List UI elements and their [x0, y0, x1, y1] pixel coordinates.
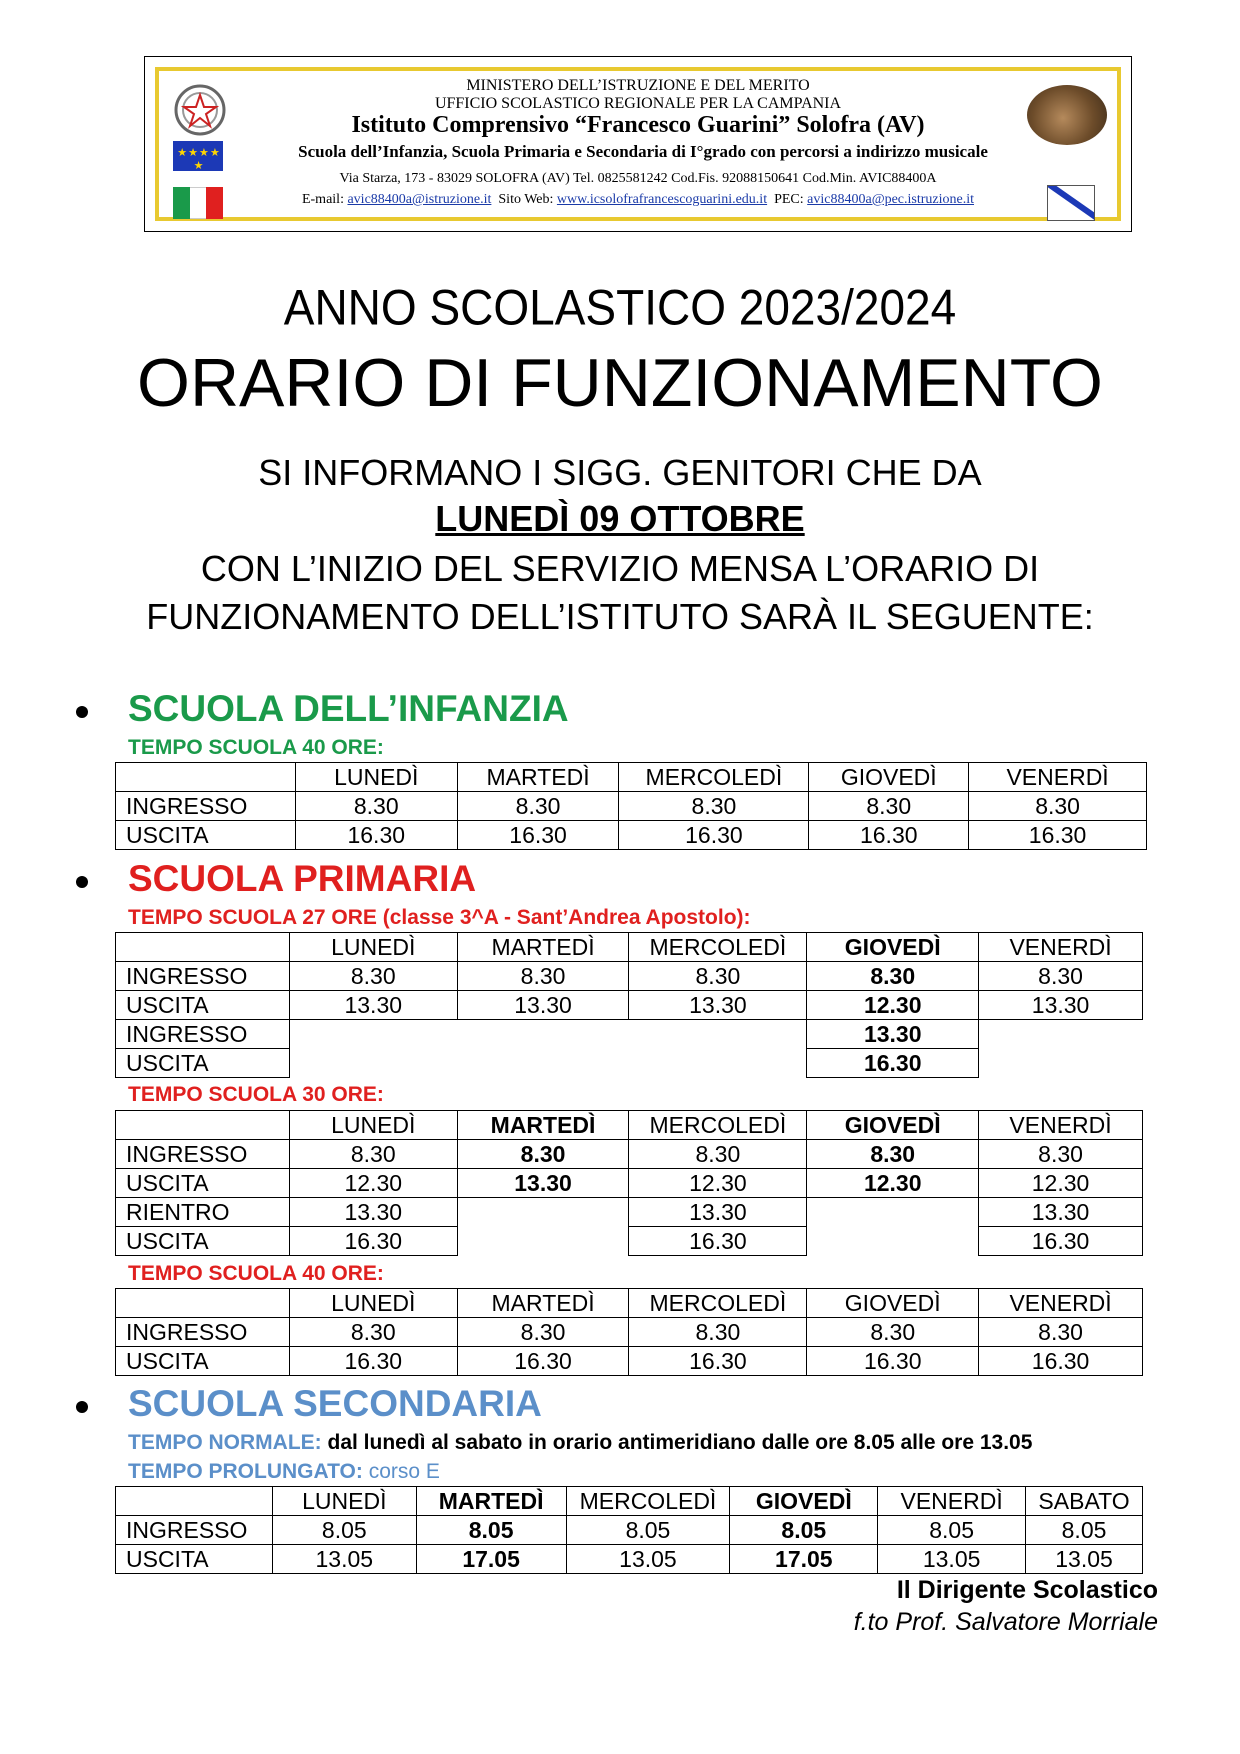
time-cell: 8.30 [629, 1140, 807, 1169]
intro-line-3: CON L’INIZIO DEL SERVIZIO MENSA L’ORARIO DI [200, 548, 1040, 589]
table-row [116, 1020, 1143, 1049]
time-cell: 16.30 [289, 1347, 457, 1376]
time-cell: 8.30 [289, 1318, 457, 1347]
time-cell: 8.05 [416, 1516, 566, 1545]
day-header: MERCOLEDÌ [629, 1111, 807, 1140]
row-label: INGRESSO [116, 1516, 273, 1545]
table-header-row [116, 1289, 1143, 1318]
day-header: LUNEDÌ [272, 1487, 416, 1516]
table-row [116, 1545, 1143, 1574]
empty-cell [116, 1289, 290, 1318]
empty-cell [289, 1020, 806, 1049]
time-cell: 17.05 [730, 1545, 878, 1574]
day-header: VENERDÌ [969, 763, 1147, 792]
secondaria-table [115, 1486, 1143, 1574]
time-cell: 16.30 [295, 821, 457, 850]
email-label: E-mail: [301, 192, 344, 207]
signature-name: f.to Prof. Salvatore Morriale [853, 1608, 1158, 1636]
time-cell: 8.30 [807, 962, 979, 991]
time-cell: 12.30 [807, 991, 979, 1020]
time-cell: 8.30 [457, 1140, 629, 1169]
empty-cell [979, 1020, 1143, 1049]
ministry-name: MINISTERO DELL’ISTRUZIONE E DEL MERITO [466, 77, 810, 94]
empty-cell [116, 763, 296, 792]
time-cell: 16.30 [289, 1227, 457, 1256]
day-header: GIOVEDÌ [807, 1111, 979, 1140]
time-cell: 13.05 [878, 1545, 1026, 1574]
time-cell: 13.30 [629, 991, 807, 1020]
table-row [116, 1198, 1143, 1227]
time-cell: 8.30 [979, 962, 1143, 991]
letterhead [144, 56, 1132, 232]
time-cell: 16.30 [979, 1347, 1143, 1376]
school-address: Via Starza, 173 - 83029 SOLOFRA (AV) Tel. 0825581242 Cod.Fis. 92088150641 Cod.Min. AVIC88400A [339, 171, 937, 186]
row-label: RIENTRO [116, 1198, 290, 1227]
primaria-27-table [115, 932, 1143, 1078]
tempo-prolungato-text: corso E [362, 1460, 440, 1483]
table-row [116, 1318, 1143, 1347]
day-header: MARTEDÌ [457, 933, 629, 962]
time-cell: 8.05 [272, 1516, 416, 1545]
time-cell: 13.30 [289, 991, 457, 1020]
time-cell: 13.30 [979, 1198, 1143, 1227]
time-cell: 13.30 [457, 991, 629, 1020]
time-cell: 12.30 [629, 1169, 807, 1198]
day-header: GIOVEDÌ [809, 763, 969, 792]
letterhead-frame [155, 67, 1121, 221]
time-cell: 13.30 [289, 1198, 457, 1227]
intro-line-1: SI INFORMANO I SIGG. GENITORI CHE DA [258, 452, 982, 493]
time-cell: 8.05 [878, 1516, 1026, 1545]
regional-office: UFFICIO SCOLASTICO REGIONALE PER LA CAMPANIA [434, 95, 842, 112]
pec-link[interactable]: avic88400a@pec.istruzione.it [807, 192, 975, 207]
bullet-icon [76, 876, 88, 888]
bullet-icon [76, 706, 88, 718]
primaria-tempo-30: TEMPO SCUOLA 30 ORE: [128, 1083, 384, 1106]
table-row [116, 1140, 1143, 1169]
row-label: INGRESSO [116, 962, 290, 991]
email-link[interactable]: avic88400a@istruzione.it [347, 192, 492, 207]
secondaria-title: SCUOLA SECONDARIA [128, 1383, 542, 1424]
time-cell: 8.30 [979, 1140, 1143, 1169]
time-cell: 8.30 [629, 1318, 807, 1347]
time-cell: 8.30 [969, 792, 1147, 821]
time-cell: 16.30 [619, 821, 809, 850]
infanzia-title: SCUOLA DELL’INFANZIA [128, 688, 569, 729]
row-label: INGRESSO [116, 1318, 290, 1347]
table-row [116, 962, 1143, 991]
day-header: VENERDÌ [979, 933, 1143, 962]
row-label: USCITA [116, 1347, 290, 1376]
infanzia-table [115, 762, 1147, 850]
day-header: VENERDÌ [878, 1487, 1026, 1516]
table-row [116, 1049, 1143, 1078]
time-cell: 16.30 [807, 1049, 979, 1078]
time-cell: 12.30 [979, 1169, 1143, 1198]
row-label: INGRESSO [116, 1140, 290, 1169]
primaria-tempo-40: TEMPO SCUOLA 40 ORE: [128, 1262, 384, 1285]
time-cell: 13.05 [1026, 1545, 1143, 1574]
time-cell: 13.05 [272, 1545, 416, 1574]
school-year-title: ANNO SCOLASTICO 2023/2024 [283, 278, 957, 336]
row-label: USCITA [116, 821, 296, 850]
time-cell: 13.30 [979, 991, 1143, 1020]
time-cell: 8.30 [289, 962, 457, 991]
day-header: MERCOLEDÌ [629, 1289, 807, 1318]
web-label: Sito Web: [498, 192, 554, 207]
time-cell: 13.30 [629, 1198, 807, 1227]
time-cell: 8.30 [457, 1318, 629, 1347]
time-cell: 8.30 [979, 1318, 1143, 1347]
empty-cell [979, 1049, 1143, 1078]
time-cell: 13.30 [807, 1020, 979, 1049]
time-cell: 16.30 [809, 821, 969, 850]
day-header: VENERDÌ [979, 1289, 1143, 1318]
time-cell: 8.30 [807, 1318, 979, 1347]
table-row [116, 1516, 1143, 1545]
table-header-row [116, 933, 1143, 962]
secondaria-tempo-normale [128, 1431, 1032, 1455]
tempo-normale-label: TEMPO NORMALE: [128, 1431, 322, 1454]
table-header-row [116, 1487, 1143, 1516]
empty-cell [116, 1487, 273, 1516]
row-label: USCITA [116, 1049, 290, 1078]
primaria-title: SCUOLA PRIMARIA [128, 858, 477, 899]
signature-role: Il Dirigente Scolastico [896, 1576, 1158, 1604]
table-row [116, 991, 1143, 1020]
time-cell: 12.30 [289, 1169, 457, 1198]
time-cell: 8.05 [566, 1516, 730, 1545]
time-cell: 16.30 [457, 821, 619, 850]
empty-cell [807, 1198, 979, 1227]
row-label: INGRESSO [116, 792, 296, 821]
table-row [116, 1227, 1143, 1256]
day-header: MERCOLEDÌ [566, 1487, 730, 1516]
row-label: USCITA [116, 1227, 290, 1256]
time-cell: 8.30 [457, 962, 629, 991]
day-header: GIOVEDÌ [730, 1487, 878, 1516]
time-cell: 13.30 [457, 1169, 629, 1198]
table-row [116, 1169, 1143, 1198]
day-header: LUNEDÌ [295, 763, 457, 792]
time-cell: 16.30 [457, 1347, 629, 1376]
table-header-row [116, 763, 1147, 792]
time-cell: 8.30 [289, 1140, 457, 1169]
empty-cell [116, 1111, 290, 1140]
secondaria-tempo-prolungato [128, 1460, 440, 1484]
table-row [116, 792, 1147, 821]
table-header-row [116, 1111, 1143, 1140]
time-cell: 16.30 [979, 1227, 1143, 1256]
time-cell: 8.30 [809, 792, 969, 821]
school-description: Scuola dell’Infanzia, Scuola Primaria e Secondaria di I°grado con percorsi a indirizzo musicale [298, 142, 988, 161]
time-cell: 12.30 [807, 1169, 979, 1198]
time-cell: 16.30 [629, 1227, 807, 1256]
pec-label: PEC: [774, 192, 804, 207]
time-cell: 8.30 [807, 1140, 979, 1169]
day-header: LUNEDÌ [289, 1111, 457, 1140]
empty-cell [457, 1227, 629, 1256]
intro-line-4: FUNZIONAMENTO DELL’ISTITUTO SARÀ IL SEGUENTE: [146, 596, 1094, 637]
tempo-prolungato-label: TEMPO PROLUNGATO: [128, 1460, 363, 1483]
day-header: LUNEDÌ [289, 933, 457, 962]
primaria-tempo-27: TEMPO SCUOLA 27 ORE (classe 3^A - Sant’Andrea Apostolo): [128, 906, 751, 929]
time-cell: 16.30 [969, 821, 1147, 850]
bullet-icon [76, 1401, 88, 1413]
day-header: MARTEDÌ [416, 1487, 566, 1516]
row-label: INGRESSO [116, 1020, 290, 1049]
time-cell: 8.30 [629, 962, 807, 991]
day-header: MARTEDÌ [457, 1111, 629, 1140]
primaria-40-table [115, 1288, 1143, 1376]
empty-cell [457, 1198, 629, 1227]
time-cell: 16.30 [807, 1347, 979, 1376]
infanzia-tempo: TEMPO SCUOLA 40 ORE: [128, 736, 384, 759]
table-row [116, 821, 1147, 850]
row-label: USCITA [116, 1169, 290, 1198]
row-label: USCITA [116, 991, 290, 1020]
school-contacts [159, 192, 1117, 208]
empty-cell [289, 1049, 806, 1078]
website-link[interactable]: www.icsolofrafrancescoguarini.edu.it [556, 192, 768, 207]
page-title: ORARIO DI FUNZIONAMENTO [137, 345, 1103, 421]
time-cell: 8.30 [457, 792, 619, 821]
time-cell: 17.05 [416, 1545, 566, 1574]
intro-date: LUNEDÌ 09 OTTOBRE [435, 498, 805, 539]
day-header: MARTEDÌ [457, 1289, 629, 1318]
school-name: Istituto Comprensivo “Francesco Guarini” Solofra (AV) [351, 112, 925, 138]
day-header: SABATO [1026, 1487, 1143, 1516]
empty-cell [116, 933, 290, 962]
time-cell: 8.05 [730, 1516, 878, 1545]
time-cell: 13.05 [566, 1545, 730, 1574]
time-cell: 8.05 [1026, 1516, 1143, 1545]
tempo-normale-text: dal lunedì al sabato in orario antimeridiano dalle ore 8.05 alle ore 13.05 [321, 1431, 1033, 1454]
row-label: USCITA [116, 1545, 273, 1574]
day-header: MERCOLEDÌ [619, 763, 809, 792]
primaria-30-table [115, 1110, 1143, 1256]
day-header: MARTEDÌ [457, 763, 619, 792]
day-header: VENERDÌ [979, 1111, 1143, 1140]
table-row [116, 1347, 1143, 1376]
day-header: MERCOLEDÌ [629, 933, 807, 962]
day-header: LUNEDÌ [289, 1289, 457, 1318]
time-cell: 16.30 [629, 1347, 807, 1376]
day-header: GIOVEDÌ [807, 1289, 979, 1318]
time-cell: 8.30 [619, 792, 809, 821]
eu-flag-icon: ★ ★ ★ ★ ★ [173, 141, 223, 171]
day-header: GIOVEDÌ [807, 933, 979, 962]
empty-cell [807, 1227, 979, 1256]
time-cell: 8.30 [295, 792, 457, 821]
